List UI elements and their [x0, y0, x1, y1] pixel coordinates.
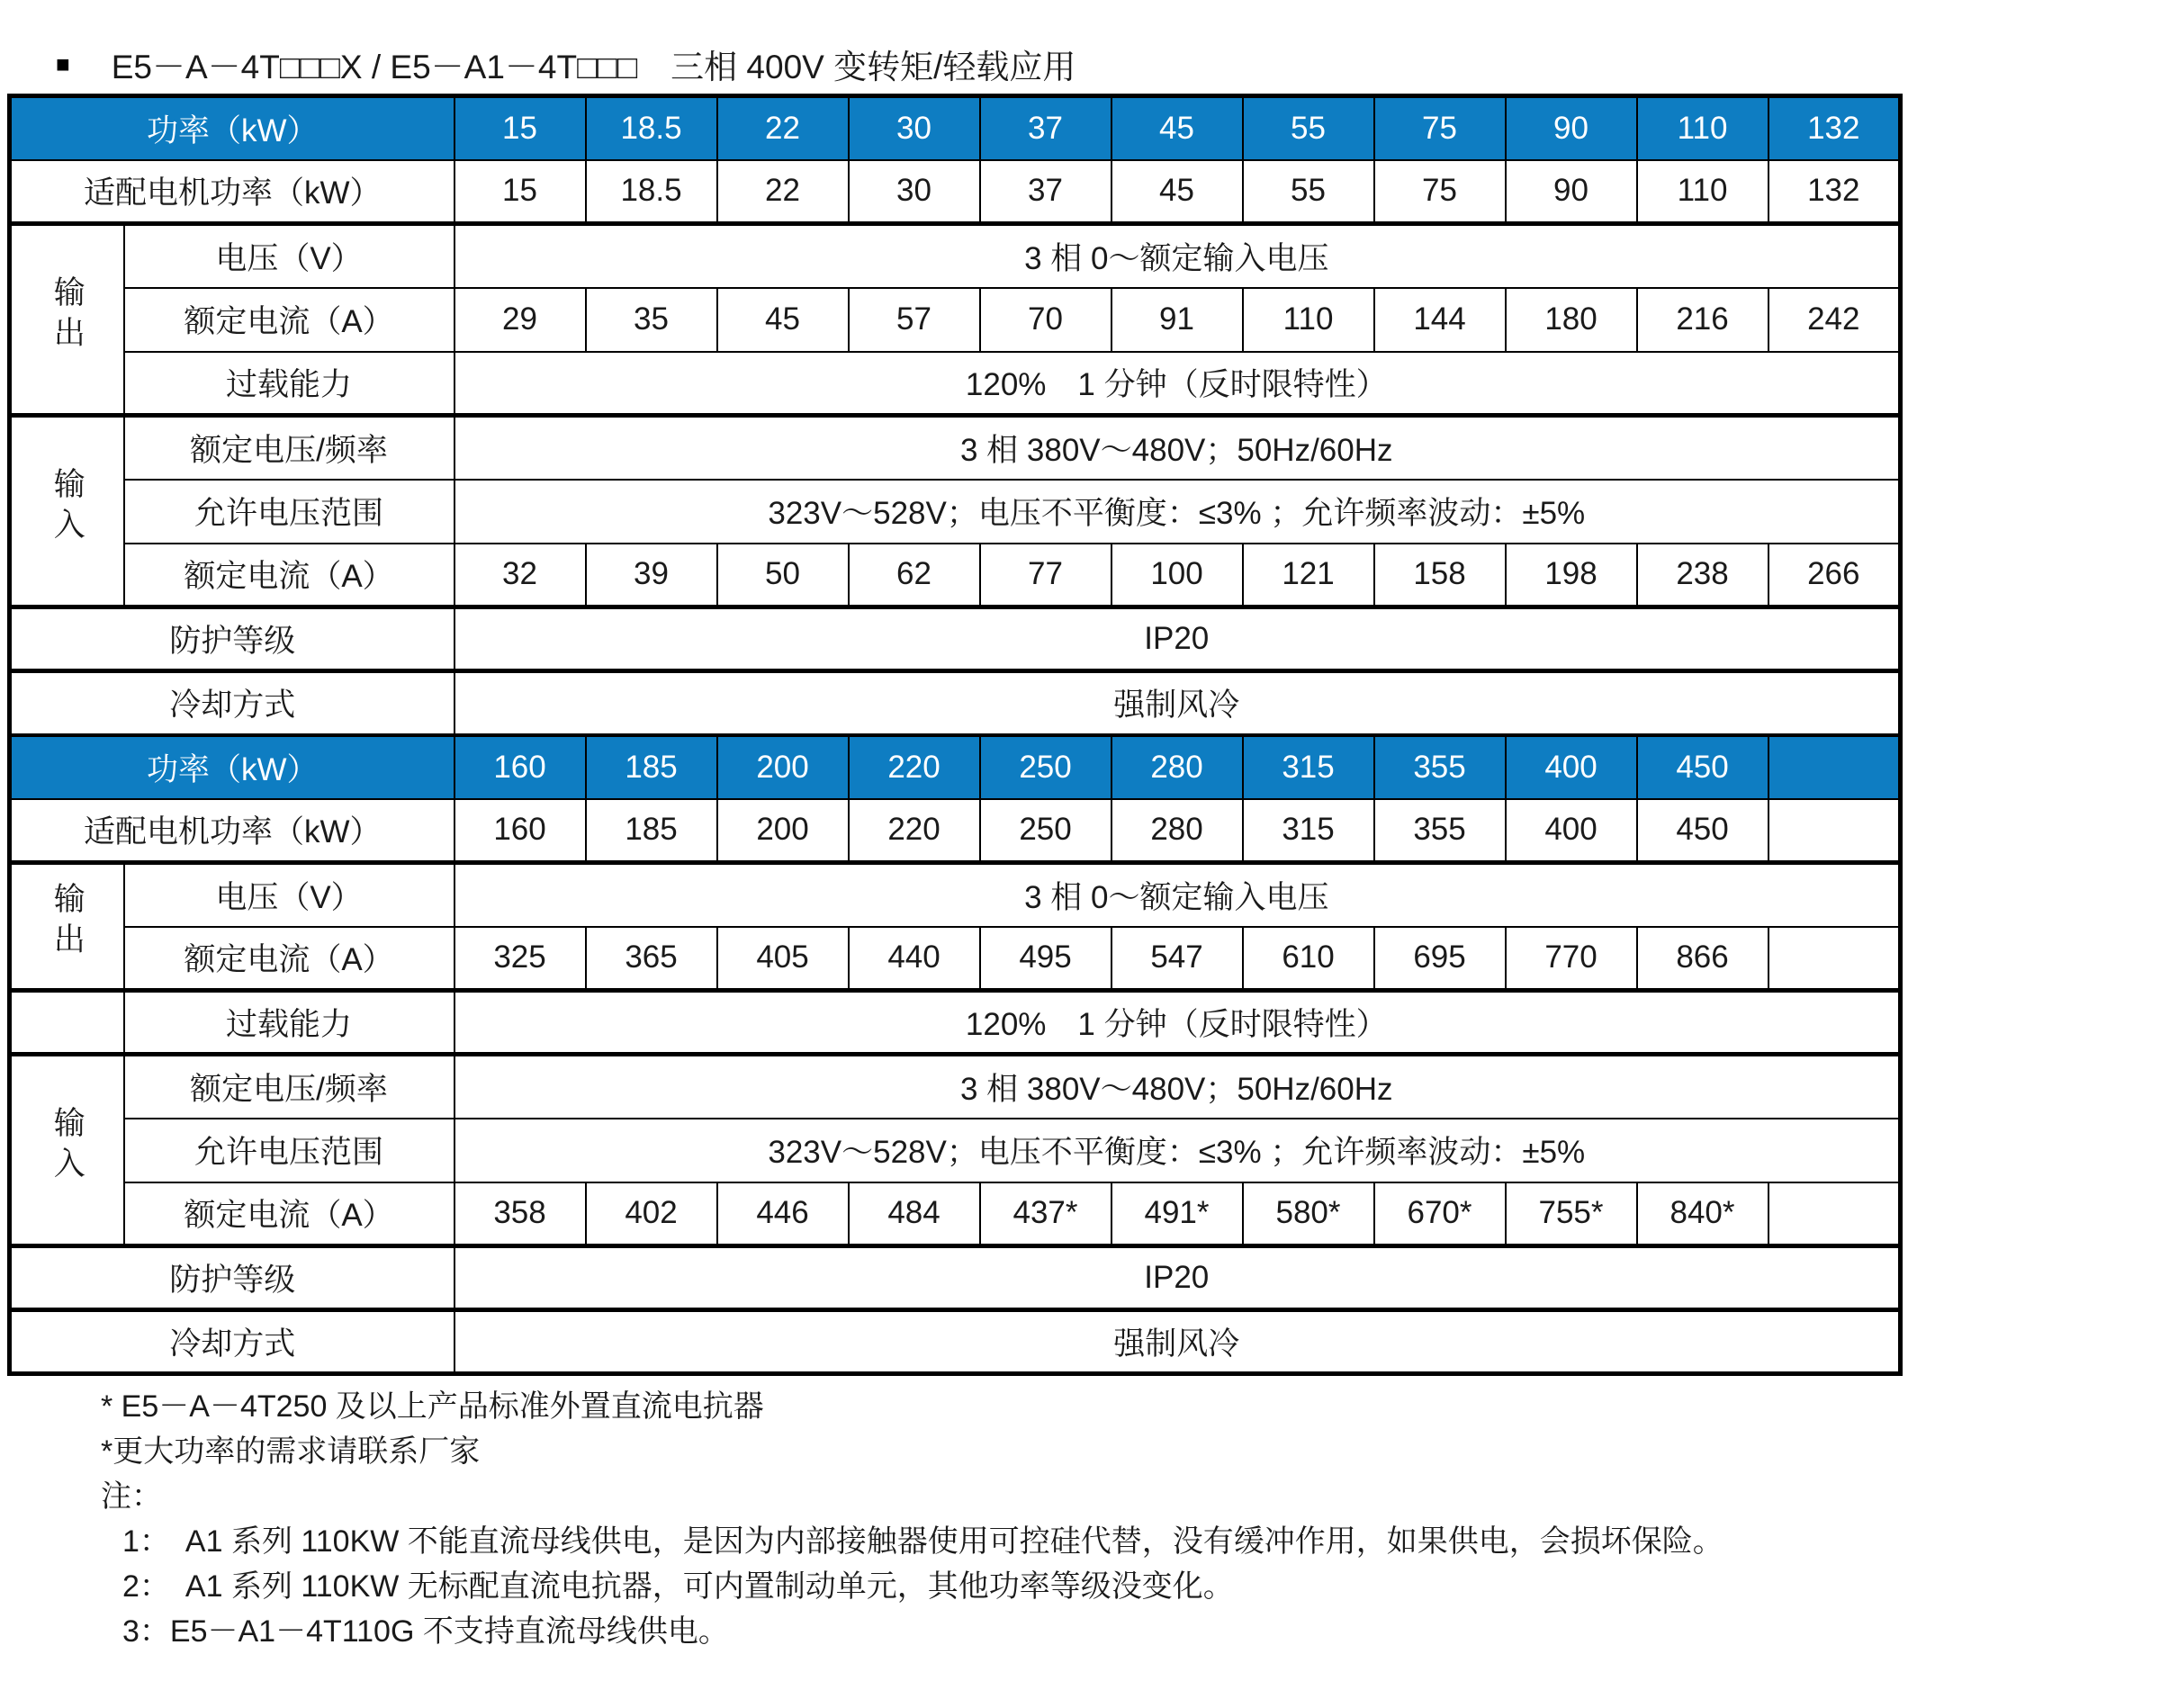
row-label: 电压（V）	[124, 224, 454, 288]
power-header-row-2	[10, 735, 1901, 799]
power-header-cell: 400	[1506, 735, 1637, 799]
power-header-cell: 355	[1374, 735, 1506, 799]
value-cell: 18.5	[586, 160, 717, 224]
footnote-line: 注：	[101, 1479, 162, 1514]
value-cell: 440	[849, 927, 980, 991]
value-cell	[1768, 799, 1901, 863]
merged-value: IP20	[454, 607, 1901, 671]
value-cell: 35	[586, 288, 717, 352]
value-cell: 610	[1243, 927, 1374, 991]
value-cell: 185	[586, 799, 717, 863]
value-cell: 32	[454, 544, 586, 607]
power-header-cell: 250	[980, 735, 1112, 799]
value-cell: 121	[1243, 544, 1374, 607]
input-voltage-range-row-2	[10, 1119, 1901, 1182]
value-cell: 315	[1243, 799, 1374, 863]
spec-table	[7, 94, 1903, 1376]
value-cell: 15	[454, 160, 586, 224]
overload-row-2	[10, 991, 1901, 1055]
value-cell: 220	[849, 799, 980, 863]
power-header-cell: 30	[849, 96, 980, 160]
merged-value: 强制风冷	[454, 1310, 1901, 1374]
value-cell: 491*	[1112, 1182, 1243, 1246]
output-group-label: 输出	[10, 863, 124, 991]
input-current-row-1	[10, 544, 1901, 607]
power-header-cell: 55	[1243, 96, 1374, 160]
value-cell: 840*	[1637, 1182, 1768, 1246]
footnote-line: * E5－A－4T250 及以上产品标准外置直流电抗器	[101, 1389, 764, 1424]
value-cell	[1768, 927, 1901, 991]
value-cell: 39	[586, 544, 717, 607]
power-header-cell: 90	[1506, 96, 1637, 160]
value-cell: 29	[454, 288, 586, 352]
value-cell: 580*	[1243, 1182, 1374, 1246]
output-current-row-2	[10, 927, 1901, 991]
row-label: 允许电压范围	[124, 480, 454, 544]
value-cell: 266	[1768, 544, 1901, 607]
value-cell: 405	[717, 927, 849, 991]
input-voltage-range-row-1	[10, 480, 1901, 544]
value-cell: 450	[1637, 799, 1768, 863]
row-label: 额定电流（A）	[124, 1182, 454, 1246]
protection-row-2	[10, 1246, 1901, 1310]
merged-value: IP20	[454, 1246, 1901, 1310]
power-header-cell: 37	[980, 96, 1112, 160]
value-cell: 144	[1374, 288, 1506, 352]
value-cell: 55	[1243, 160, 1374, 224]
row-label: 过载能力	[124, 352, 454, 416]
input-voltage-freq-row-1	[10, 416, 1901, 480]
merged-value: 323V～528V；电压不平衡度：≤3% ；允许频率波动：±5%	[454, 480, 1901, 544]
value-cell: 437*	[980, 1182, 1112, 1246]
power-header-cell: 132	[1768, 96, 1901, 160]
value-cell: 325	[454, 927, 586, 991]
input-current-row-2	[10, 1182, 1901, 1246]
value-cell: 402	[586, 1182, 717, 1246]
overload-row-1	[10, 352, 1901, 416]
value-cell: 242	[1768, 288, 1901, 352]
output-group-label: 输出	[10, 224, 124, 416]
square-bullet-icon: ■	[56, 49, 70, 77]
output-voltage-row-1	[10, 224, 1901, 288]
value-cell: 400	[1506, 799, 1637, 863]
value-cell: 495	[980, 927, 1112, 991]
value-cell: 90	[1506, 160, 1637, 224]
value-cell: 250	[980, 799, 1112, 863]
merged-value: 3 相 0～额定输入电压	[454, 224, 1901, 288]
value-cell: 238	[1637, 544, 1768, 607]
power-header-cell	[1768, 735, 1901, 799]
row-label: 允许电压范围	[124, 1119, 454, 1182]
empty-group-cell	[10, 991, 124, 1055]
value-cell: 160	[454, 799, 586, 863]
merged-value: 323V～528V；电压不平衡度：≤3% ；允许频率波动：±5%	[454, 1119, 1901, 1182]
value-cell: 755*	[1506, 1182, 1637, 1246]
row-label: 冷却方式	[10, 1310, 454, 1374]
input-group-label: 输入	[10, 416, 124, 607]
value-cell: 30	[849, 160, 980, 224]
value-cell: 158	[1374, 544, 1506, 607]
power-header-cell: 75	[1374, 96, 1506, 160]
row-label: 额定电流（A）	[124, 288, 454, 352]
merged-value: 强制风冷	[454, 671, 1901, 735]
value-cell: 22	[717, 160, 849, 224]
merged-value: 3 相 380V～480V；50Hz/60Hz	[454, 416, 1901, 480]
cooling-row-1	[10, 671, 1901, 735]
row-label: 过载能力	[124, 991, 454, 1055]
value-cell: 358	[454, 1182, 586, 1246]
value-cell: 75	[1374, 160, 1506, 224]
footnote-line: 3：E5－A1－4T110G 不支持直流母线供电。	[122, 1614, 729, 1649]
value-cell: 180	[1506, 288, 1637, 352]
value-cell: 110	[1637, 160, 1768, 224]
merged-value: 3 相 380V～480V；50Hz/60Hz	[454, 1055, 1901, 1119]
power-header-cell: 18.5	[586, 96, 717, 160]
value-cell: 200	[717, 799, 849, 863]
value-cell: 695	[1374, 927, 1506, 991]
value-cell: 91	[1112, 288, 1243, 352]
value-cell: 216	[1637, 288, 1768, 352]
value-cell: 547	[1112, 927, 1243, 991]
output-current-row-1	[10, 288, 1901, 352]
input-group-label: 输入	[10, 1055, 124, 1246]
value-cell: 37	[980, 160, 1112, 224]
value-cell: 280	[1112, 799, 1243, 863]
row-label: 额定电压/频率	[124, 1055, 454, 1119]
merged-value: 120% 1 分钟（反时限特性）	[454, 991, 1901, 1055]
value-cell	[1768, 1182, 1901, 1246]
row-label: 防护等级	[10, 607, 454, 671]
footnote-line: *更大功率的需求请联系厂家	[101, 1434, 481, 1469]
input-voltage-freq-row-2	[10, 1055, 1901, 1119]
protection-row-1	[10, 607, 1901, 671]
value-cell: 100	[1112, 544, 1243, 607]
power-header-label: 功率（kW）	[10, 735, 454, 799]
power-header-cell: 220	[849, 735, 980, 799]
page-title-text: E5－A－4T□□□X / E5－A1－4T□□□ 三相 400V 变转矩/轻载应用	[111, 49, 1076, 85]
row-label: 防护等级	[10, 1246, 454, 1310]
motor-power-row-2	[10, 799, 1901, 863]
power-header-label: 功率（kW）	[10, 96, 454, 160]
value-cell: 484	[849, 1182, 980, 1246]
value-cell: 365	[586, 927, 717, 991]
value-cell: 45	[717, 288, 849, 352]
power-header-cell: 450	[1637, 735, 1768, 799]
value-cell: 45	[1112, 160, 1243, 224]
value-cell: 446	[717, 1182, 849, 1246]
value-cell: 770	[1506, 927, 1637, 991]
row-label: 电压（V）	[124, 863, 454, 927]
power-header-cell: 45	[1112, 96, 1243, 160]
footnotes	[101, 1384, 1724, 1654]
merged-value: 120% 1 分钟（反时限特性）	[454, 352, 1901, 416]
footnote-line: 1： A1 系列 110KW 不能直流母线供电，是因为内部接触器使用可控硅代替，没有缓冲作用，如果供电，会损坏保险。	[122, 1524, 1724, 1559]
output-voltage-row-2	[10, 863, 1901, 927]
power-header-cell: 22	[717, 96, 849, 160]
power-header-cell: 280	[1112, 735, 1243, 799]
power-header-cell: 315	[1243, 735, 1374, 799]
power-header-cell: 200	[717, 735, 849, 799]
merged-value: 3 相 0～额定输入电压	[454, 863, 1901, 927]
value-cell: 77	[980, 544, 1112, 607]
power-header-cell: 185	[586, 735, 717, 799]
cooling-row-2	[10, 1310, 1901, 1374]
value-cell: 355	[1374, 799, 1506, 863]
value-cell: 866	[1637, 927, 1768, 991]
power-header-cell: 15	[454, 96, 586, 160]
footnote-line: 2： A1 系列 110KW 无标配直流电抗器，可内置制动单元，其他功率等级没变化。	[122, 1569, 1234, 1604]
value-cell: 198	[1506, 544, 1637, 607]
power-header-cell: 110	[1637, 96, 1768, 160]
value-cell: 110	[1243, 288, 1374, 352]
value-cell: 50	[717, 544, 849, 607]
row-label: 额定电压/频率	[124, 416, 454, 480]
row-label: 额定电流（A）	[124, 544, 454, 607]
motor-power-row-1	[10, 160, 1901, 224]
power-header-row-1	[10, 96, 1901, 160]
value-cell: 70	[980, 288, 1112, 352]
power-header-cell: 160	[454, 735, 586, 799]
page-title	[56, 40, 1076, 88]
value-cell: 670*	[1374, 1182, 1506, 1246]
value-cell: 132	[1768, 160, 1901, 224]
value-cell: 62	[849, 544, 980, 607]
value-cell: 57	[849, 288, 980, 352]
row-label: 适配电机功率（kW）	[10, 160, 454, 224]
row-label: 冷却方式	[10, 671, 454, 735]
row-label: 适配电机功率（kW）	[10, 799, 454, 863]
row-label: 额定电流（A）	[124, 927, 454, 991]
